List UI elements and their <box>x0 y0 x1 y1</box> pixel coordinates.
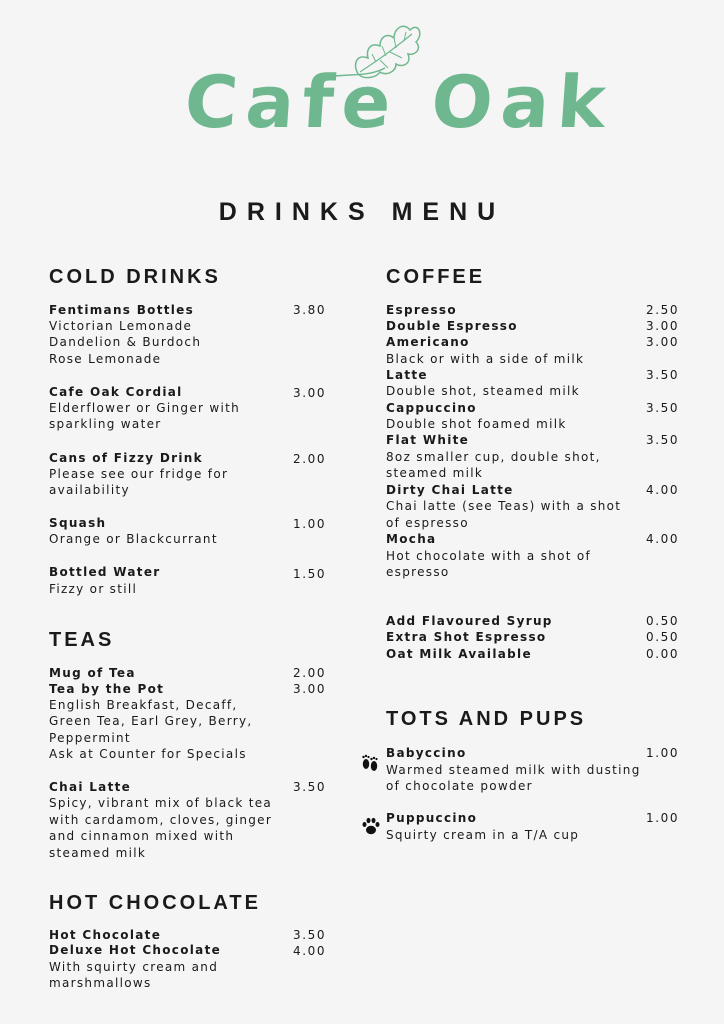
item-price: 1.50 <box>293 567 327 581</box>
brand-name: Cafe Oak <box>182 60 617 144</box>
item-price: 1.00 <box>646 746 680 760</box>
item-price: 2.00 <box>293 666 327 680</box>
item-name: Babyccino <box>386 746 467 760</box>
menu-title: DRINKS MENU <box>218 198 506 226</box>
item-desc: Double shot, steamed milk <box>386 384 580 398</box>
item-price: 4.00 <box>293 944 327 958</box>
item-name: Chai Latte <box>49 780 132 794</box>
item-desc: Peppermint <box>49 731 131 745</box>
item-price: 3.50 <box>646 368 680 382</box>
item-desc: steamed milk <box>386 466 484 480</box>
item-price: 3.00 <box>646 335 680 349</box>
item-desc: of chocolate powder <box>386 779 533 793</box>
item-price: 3.00 <box>293 682 327 696</box>
item-price: 2.00 <box>293 452 327 466</box>
item-desc: Warmed steamed milk with dusting <box>386 763 641 777</box>
cold-drinks-heading: COLD DRINKS <box>49 266 221 288</box>
item-price: 1.00 <box>293 517 327 531</box>
item-desc: Squirty cream in a T/A cup <box>386 828 580 842</box>
extra-name: Add Flavoured Syrup <box>386 614 553 628</box>
item-name: Fentimans Bottles <box>49 303 195 317</box>
item-desc: 8oz smaller cup, double shot, <box>386 450 601 464</box>
item-desc: of espresso <box>386 516 469 530</box>
item-name: Mocha <box>386 532 437 546</box>
item-desc: Fizzy or still <box>49 582 138 596</box>
tots-and-pups-heading: TOTS AND PUPS <box>386 708 587 730</box>
item-name: Hot Chocolate <box>49 928 162 942</box>
item-name: Deluxe Hot Chocolate <box>49 943 222 957</box>
item-desc: Spicy, vibrant mix of black tea <box>49 796 273 810</box>
item-name: Squash <box>49 516 107 530</box>
extra-name: Oat Milk Available <box>386 647 532 661</box>
item-name: Bottled Water <box>49 565 161 579</box>
item-desc: Double shot foamed milk <box>386 417 567 431</box>
item-name: Espresso <box>386 303 457 317</box>
item-desc: English Breakfast, Decaff, <box>49 698 238 712</box>
item-desc: Victorian Lemonade <box>49 319 193 333</box>
item-name: Cans of Fizzy Drink <box>49 451 203 465</box>
teas-heading: TEAS <box>49 629 115 651</box>
coffee-heading: COFFEE <box>386 266 486 288</box>
extra-price: 0.00 <box>646 647 680 661</box>
item-desc: Ask at Counter for Specials <box>49 747 247 761</box>
item-price: 3.50 <box>293 780 327 794</box>
item-price: 3.80 <box>293 303 327 317</box>
item-desc: espresso <box>386 565 450 579</box>
item-desc: Chai latte (see Teas) with a shot <box>386 499 622 513</box>
item-desc: Dandelion & Burdoch <box>49 335 202 349</box>
item-desc: Hot chocolate with a shot of <box>386 549 592 563</box>
item-price: 2.50 <box>646 303 680 317</box>
paw-icon <box>360 815 382 837</box>
item-name: Tea by the Pot <box>49 682 165 696</box>
extra-price: 0.50 <box>646 614 680 628</box>
item-desc: Green Tea, Earl Grey, Berry, <box>49 714 253 728</box>
item-name: Double Espresso <box>386 319 518 333</box>
item-name: Dirty Chai Latte <box>386 483 514 497</box>
hot-chocolate-heading: HOT CHOCOLATE <box>49 892 261 914</box>
item-name: Puppuccino <box>386 811 478 825</box>
item-desc: availability <box>49 483 130 497</box>
item-price: 3.50 <box>293 928 327 942</box>
item-desc: sparkling water <box>49 417 162 431</box>
item-name: Flat White <box>386 433 470 447</box>
item-desc: Orange or Blackcurrant <box>49 532 218 546</box>
item-desc: and cinnamon mixed with <box>49 829 235 843</box>
item-name: Americano <box>386 335 470 349</box>
item-name: Mug of Tea <box>49 666 136 680</box>
item-name: Latte <box>386 368 428 382</box>
item-desc: Elderflower or Ginger with <box>49 401 241 415</box>
footprints-icon <box>359 752 381 774</box>
item-price: 3.50 <box>646 433 680 447</box>
item-price: 4.00 <box>646 483 680 497</box>
item-desc: Black or with a side of milk <box>386 352 585 366</box>
item-price: 1.00 <box>646 811 680 825</box>
item-name: Cappuccino <box>386 401 477 415</box>
logo <box>0 0 724 160</box>
item-desc: with cardamom, cloves, ginger <box>49 813 273 827</box>
item-desc: With squirty cream and <box>49 960 219 974</box>
extra-name: Extra Shot Espresso <box>386 630 547 644</box>
item-price: 3.00 <box>646 319 680 333</box>
item-price: 3.00 <box>293 386 327 400</box>
item-desc: steamed milk <box>49 846 147 860</box>
item-desc: Please see our fridge for <box>49 467 229 481</box>
item-price: 3.50 <box>646 401 680 415</box>
item-price: 4.00 <box>646 532 680 546</box>
item-name: Cafe Oak Cordial <box>49 385 183 399</box>
item-desc: Rose Lemonade <box>49 352 162 366</box>
extra-price: 0.50 <box>646 630 680 644</box>
item-desc: marshmallows <box>49 976 152 990</box>
